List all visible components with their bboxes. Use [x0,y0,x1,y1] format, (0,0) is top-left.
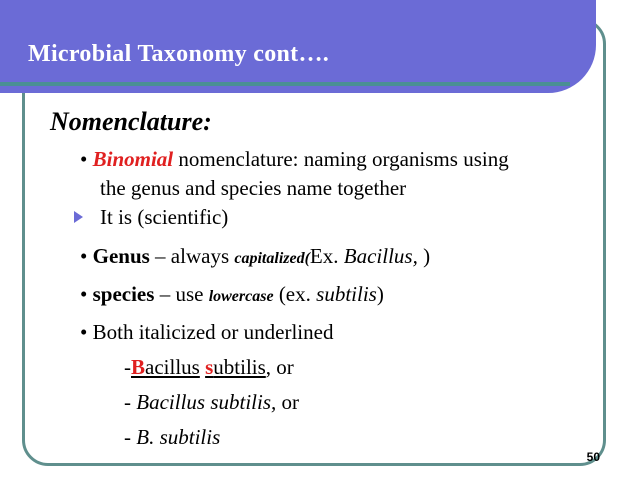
genus-rest: acillus [145,355,200,379]
binomial-term: Binomial [92,147,174,171]
species-term: species [92,282,155,306]
slide-title: Microbial Taxonomy cont…. [28,41,330,67]
bullet: • [80,244,88,268]
species-item [80,279,384,312]
genus-note: capitalized( [234,250,310,267]
species-note: lowercase [208,288,274,305]
section-heading: Nomenclature: [50,107,212,136]
species-underlined [205,355,266,379]
species-dash: – use [154,282,209,306]
species-initial: s [205,355,214,379]
species-rest: ubtilis [213,355,266,379]
bullet: • [80,282,88,306]
binomial-text: nomenclature: naming organisms using [173,147,509,171]
example-abbrev [124,422,220,452]
example-prefix: - [124,390,137,414]
binomial-continuation: the genus and species name together [100,176,407,200]
genus-example: Bacillus, [343,244,418,268]
example-name: B. subtilis [136,425,221,449]
bullet: • [80,147,88,171]
species-example: subtilis [316,282,377,306]
genus-dash: – always [149,244,235,268]
species-suffix: ) [376,282,384,306]
genus-underlined [131,355,200,379]
example-italic [124,387,299,417]
genus-initial: B [131,355,146,379]
both-item [80,317,333,347]
example-name: Bacillus subtilis, [136,390,277,414]
arrow-bullet-icon [74,211,83,223]
both-text: Both italicized or underlined [92,320,334,344]
genus-example-prefix: Ex. [309,244,344,268]
genus-item [80,241,430,274]
species-example-prefix: (ex. [273,282,317,306]
example-suffix: or [276,390,300,414]
example-underlined [124,352,294,382]
genus-suffix: ) [417,244,431,268]
page-number: 50 [586,450,600,464]
binomial-item [80,144,509,174]
bullet: • [80,320,88,344]
scientific-item: It is (scientific) [100,205,229,229]
example-prefix: - [124,355,131,379]
example-suffix: , or [265,355,294,379]
genus-term: Genus [92,244,150,268]
example-prefix: - [124,425,137,449]
title-underline [0,82,570,86]
